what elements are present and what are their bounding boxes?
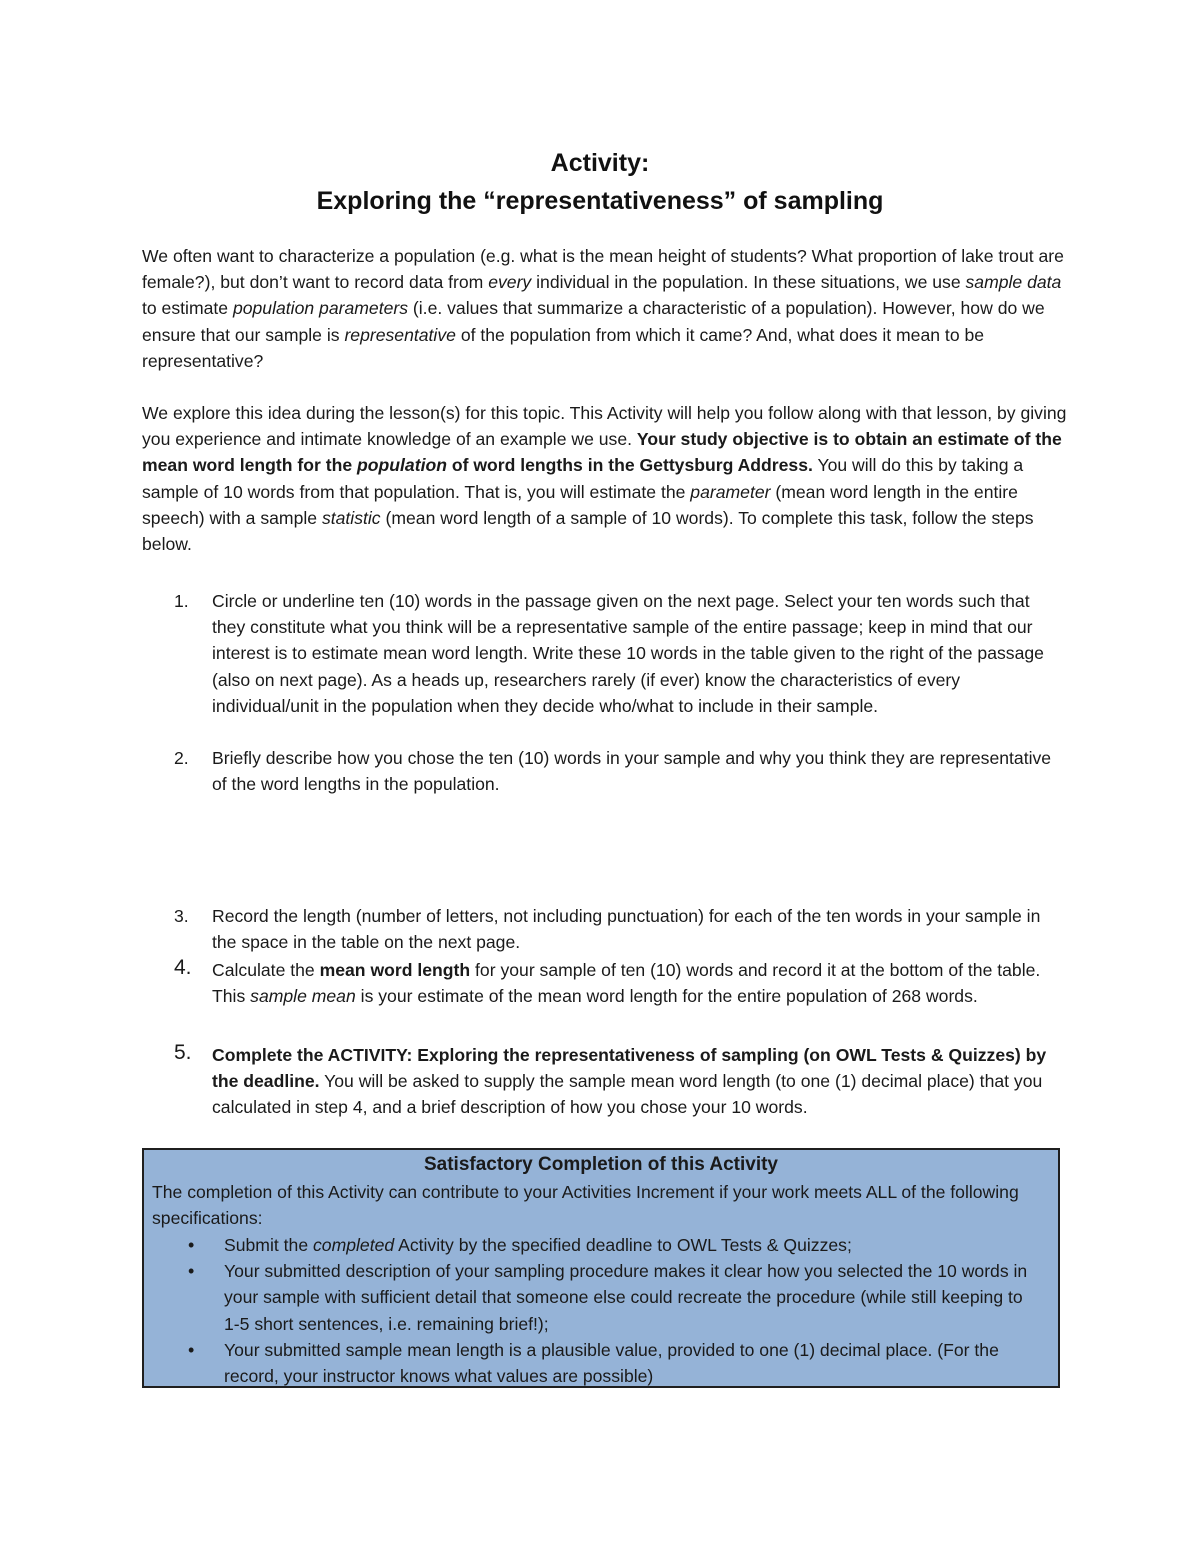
bullet-icon: • [188,1235,195,1255]
step-number: 5. [174,1041,192,1064]
completion-list [144,1232,1058,1389]
intro-paragraph: We often want to characterize a population (e.g. what is the mean height of students? What proportion of lake trout are female?), but don’t want to record data from every individual in the population. In these situations, we use sample data to estimate population parameters (i.e. values that summarize a characteristic of a population). However, how do we ensure that our sample is representative of the population from which it came? And, what does it mean to be representative? [142,246,1064,371]
step-text: Record the length (number of letters, not including punctuation) for each of the ten words in your sample in the space in the table on the next page. [212,906,1041,953]
page-title: Exploring the “representativeness” of sampling [316,187,884,215]
bullet-icon: • [188,1261,195,1282]
completion-box [142,1148,1060,1388]
objective-paragraph: We explore this idea during the lesson(s) for this topic. This Activity will help you follow along with that lesson, by giving you experience and intimate knowledge of an example we use. Your study objective is to obtain an estimate of the mean word length for the population of word lengths in the Gettysburg Address. You will do this by taking a sample of 10 words from that population. That is, you will estimate the parameter (mean word length in the entire speech) with a sample statistic (mean word length of a sample of 10 words). To complete this task, follow the steps below. [142,403,1067,555]
completion-intro: The completion of this Activity can contribute to your Activities Increment if your work meets ALL of the following specifications: [152,1182,1019,1229]
step-number: 3. [174,906,189,926]
step-number: 4. [174,956,192,979]
step-number: 1. [174,591,189,611]
step-text: Complete the ACTIVITY: Exploring the representativeness of sampling (on OWL Tests & Quizzes) by the deadline. You will be asked to supply the sample mean word length (to one (1) decimal place) that you calculated in step 4, and a brief description of how you chose your 10 words. [212,1045,1047,1118]
bullet-icon: • [188,1339,195,1360]
step-text: Calculate the mean word length for your sample of ten (10) words and record it at the bottom of the table. This sample mean is your estimate of the mean word length for the entire population of 268 words. [212,960,1041,1007]
step-text: Briefly describe how you chose the ten (10) words in your sample and why you think they are representative of the word lengths in the population. [212,748,1052,795]
list-item: • Submit the completed Activity by the specified deadline to OWL Tests & Quizzes; [144,1232,1034,1258]
list-item: • Your submitted description of your sampling procedure makes it clear how you selected the 10 words in your sample with sufficient detail that someone else could recreate the procedure (while still keeping to 1-5 short sentences, i.e. remaining brief!); [144,1258,1034,1337]
activity-label: Activity: [550,149,650,177]
step-text: Circle or underline ten (10) words in the passage given on the next page. Select your ten words such that they constitute what you think will be a representative sample of the entire passage; keep in mind that our interest is to estimate mean word length. Write these 10 words in the table given to the right of the passage (also on next page). As a heads up, researchers rarely (if ever) know the characteristics of every individual/unit in the population when they decide who/what to include in their sample. [212,591,1044,716]
completion-heading: Satisfactory Completion of this Activity [423,1154,778,1175]
step-number: 2. [174,748,189,768]
list-item: • Your submitted sample mean length is a plausible value, provided to one (1) decimal place. (For the record, your instructor knows what values are possible) [144,1337,1034,1389]
